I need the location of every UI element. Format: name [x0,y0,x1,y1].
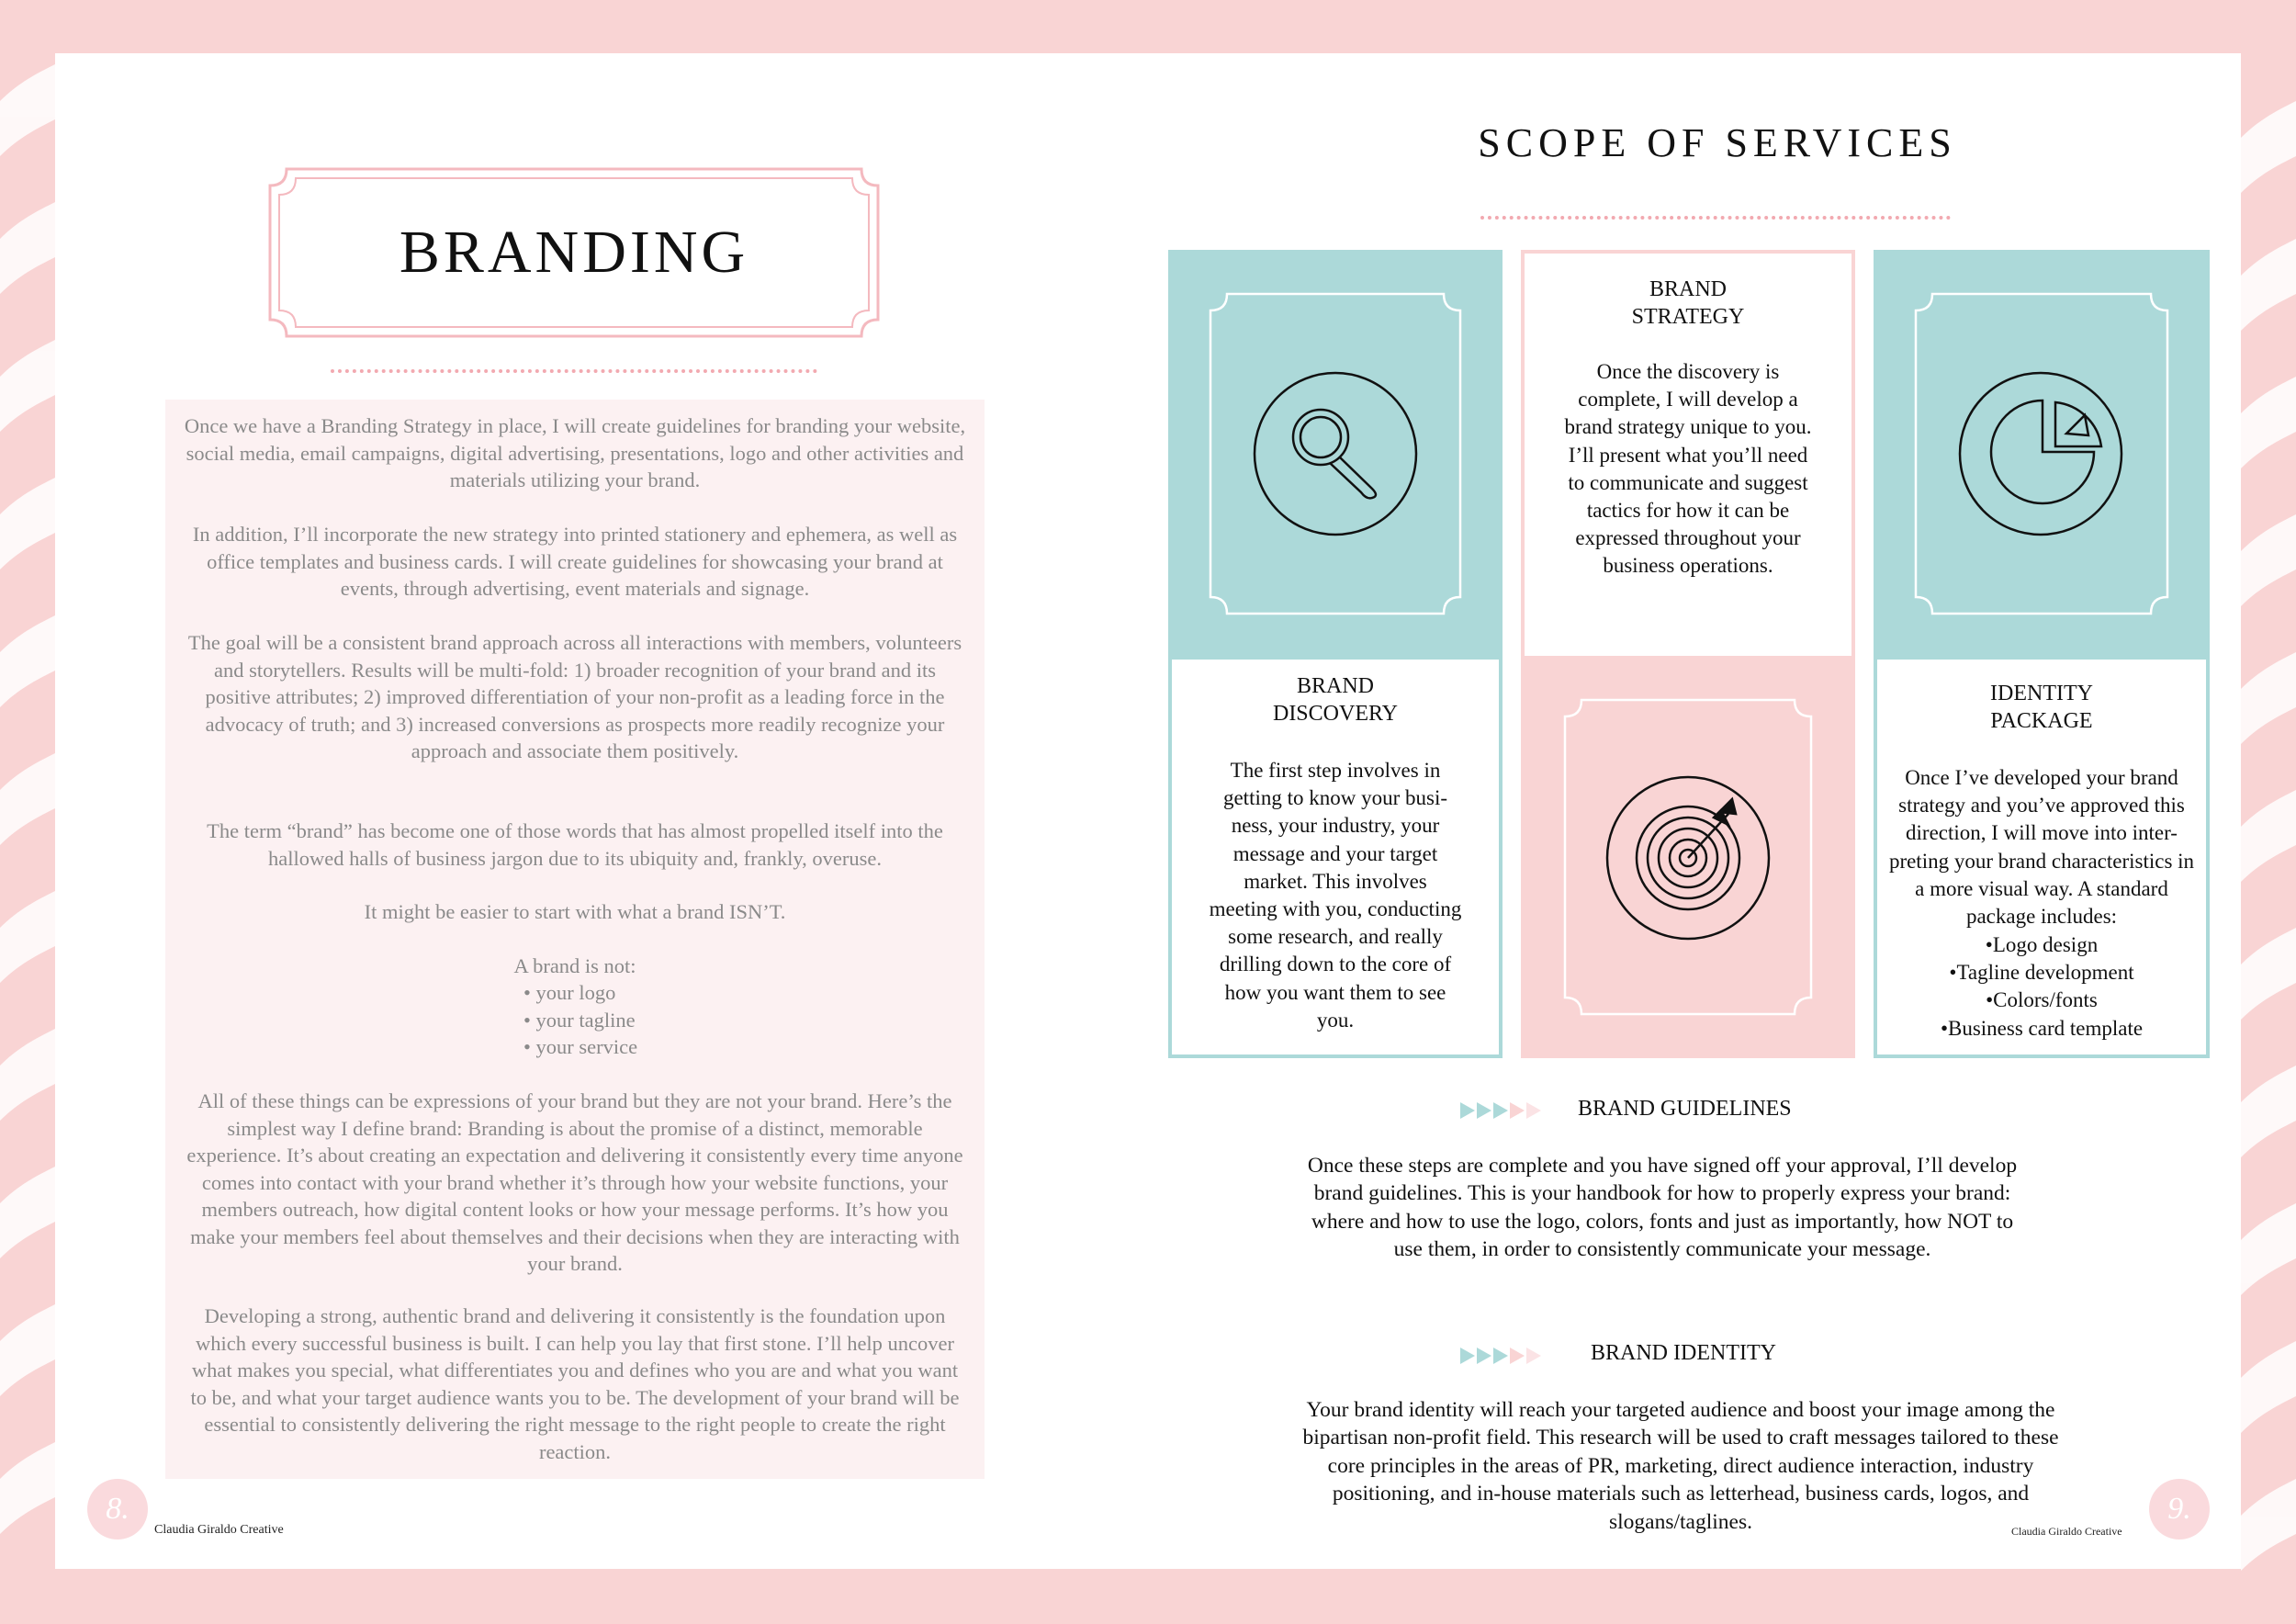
brand-not-list [523,979,680,1061]
list-item: •Colors/fonts [1986,988,2098,1012]
paragraph: It might be easier to start with what a brand ISN’T. [364,900,786,923]
list-item: • your service [523,1033,680,1061]
card-identity-package [1874,250,2210,1058]
paragraph: In addition, I’ll incorporate the new strategy into printed stationery and ephemera, as well as office templates and business cards. I will create guidelines for showcasing your brand at events, through advertising, event materials and signage. [192,523,958,600]
pie-chart-icon [1960,373,2122,535]
paragraph: The goal will be a consistent brand approach across all interactions with members, volunteers and storytellers. Results will be multi-fold: 1) broader recognition of your brand and its positive attributes; 2) improved differentiation of your non-profit as a leading force in the advocacy of truth; and 3) increased conversions as prospects more readily recognize your approach and associate them positively. [187,631,962,762]
package-list [1877,931,2206,1043]
dotted-divider [1480,216,1951,223]
paragraph: A brand is not: [513,954,636,977]
list-item-text: Tagline development [1956,961,2134,985]
section-text: Your brand identity will reach your targeted audience and boost your image among the bipartisan non-profit field. This research will be used to craft messages tailored to these core principles in the areas of PR, marketing, direct audience interaction, industry positioning, and in-house materials such as letterhead, business cards, logos, and slogans/taglines. [1302,1398,2059,1534]
list-item: •Tagline development [1949,961,2134,985]
list-item: •Logo design [1985,933,2099,956]
arrow-decoration-icon [1460,1100,1552,1121]
section-heading: BRAND GUIDELINES [1578,1097,1792,1121]
footer-credit: Claudia Giraldo Creative [2011,1525,2122,1538]
card-text: The first step involves in getting to know your busi-ness, your industry, your message and your target market. This involves meeting with you, conducting some research, and really drilling down to the core of how you want them to see you. [1209,759,1462,1032]
list-item: •Business card template [1940,1016,2144,1040]
inner-frame [1525,656,1851,1058]
branding-title-frame [266,165,882,340]
list-item: • your logo [523,979,680,1007]
paragraph: All of these things can be expressions of your brand but they are not your brand. Here’s the simplest way I define brand: Branding is about the promise of a distinct, memorable experience. It’s about creating an expectation and delivering it consistently every time anyone comes into contact with your brand whether it’s through how your website functions, your members outreach, how digital content looks or how your message performs. It’s how you make your members feel about themselves and their decisions when they are interacting with your brand. [186,1089,963,1275]
paragraph: The term “brand” has become one of those words that has almost propelled itself into the hallowed halls of business jargon due to its ubiquity and, frankly, overuse. [207,819,943,870]
card-heading: IDENTITY PACKAGE [1990,682,2093,733]
card-brand-strategy [1521,250,1855,1058]
card-icon-panel [1525,656,1851,1058]
card-text: Once I’ve developed your brand strategy and you’ve approved this direction, I will move into inter-preting your brand characteristics in a more visual way. A standard package includes: [1888,766,2195,929]
page-number: 8. [87,1479,148,1539]
list-item-text: Business card template [1948,1016,2144,1040]
card-icon-panel [1877,254,2206,660]
dotted-divider [331,369,817,377]
card-icon-panel [1172,254,1499,660]
footer-credit: Claudia Giraldo Creative [154,1523,284,1537]
list-item: • your tagline [523,1007,680,1034]
arrow-decoration-icon [1460,1346,1552,1366]
inner-frame [1877,254,2206,660]
magnifier-icon [1255,373,1416,535]
inner-frame [1172,254,1499,660]
card-heading: BRAND DISCOVERY [1272,674,1399,726]
card-brand-discovery [1168,250,1503,1058]
page-title: BRANDING [399,219,749,286]
section-text: Once these steps are complete and you have signed off your approval, I’ll develop brand guidelines. This is your handbook for how to properly express your brand: where and how to use the logo, colors, fonts and just as importantly, how NOT to use them, in order to consistently communicate your message. [1307,1154,2018,1262]
target-icon [1607,777,1769,939]
card-heading: BRAND STRATEGY [1631,277,1745,329]
page-number: 9. [2149,1479,2210,1539]
section-heading: BRAND IDENTITY [1591,1341,1776,1365]
list-item-text: Colors/fonts [1993,988,2098,1012]
list-item-text: Logo design [1992,933,2099,956]
paragraph: Developing a strong, authentic brand and delivering it consistently is the foundation upon which every successful business is built. I can help you lay that first stone. I’ll help uncover what makes you special, what differentiates you and defines who you are and what you want to be, and what your target audience wants you to be. The development of your brand will be essential to consistently delivering the right message to the right people to create the right reaction. [190,1304,960,1463]
card-text: Once the discovery is complete, I will develop a brand strategy unique to you. I’ll present what you’ll need to communicate and suggest tactics for how it can be expressed throughout your business operations. [1564,360,1812,578]
paragraph: Once we have a Branding Strategy in place, I will create guidelines for branding your website, social media, email campaigns, digital advertising, presentations, logo and other activities and materials utilizing your brand. [184,414,966,491]
section-title: SCOPE OF SERVICES [1478,120,1957,165]
